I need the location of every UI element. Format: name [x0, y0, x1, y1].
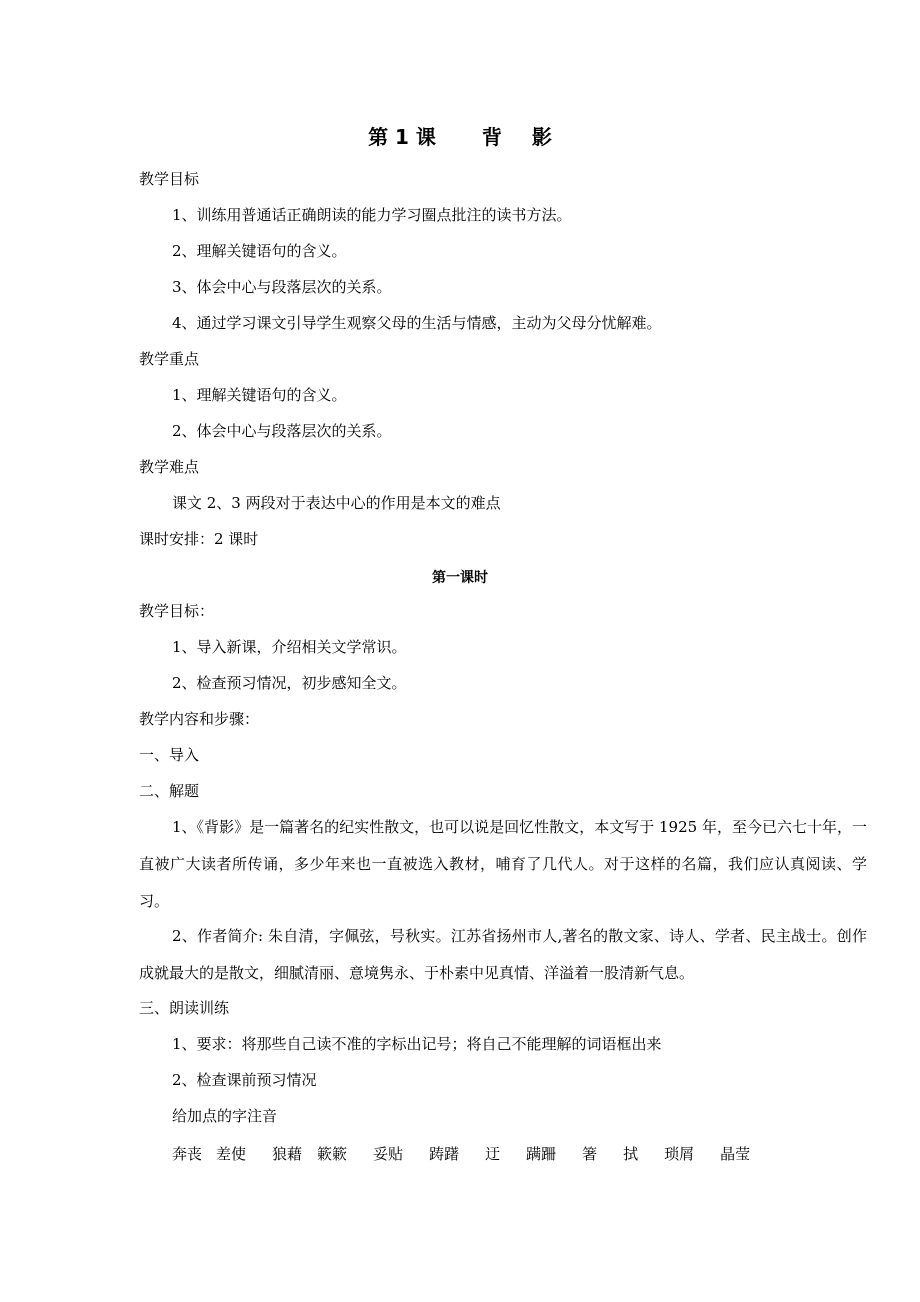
objective-item: 2、理解关键语句的含义。 — [172, 242, 347, 260]
vocab-word: 奔丧 — [172, 1145, 203, 1163]
key-point-item: 1、理解关键语句的含义。 — [172, 386, 347, 404]
period-objective-item: 1、导入新课，介绍相关文学常识。 — [172, 638, 407, 656]
vocab-word: 琐屑 — [664, 1145, 695, 1163]
reading-requirement: 1、要求：将那些自己读不准的字标出记号；将自己不能理解的词语框出来 — [172, 1035, 662, 1053]
vocab-word: 簌簌 — [317, 1145, 348, 1163]
objective-item: 1、训练用普通话正确朗读的能力学习圈点批注的读书方法。 — [172, 206, 572, 224]
step-intro: 一、导入 — [139, 746, 200, 764]
vocab-word: 晶莹 — [720, 1145, 751, 1163]
objective-item: 3、体会中心与段落层次的关系。 — [172, 278, 392, 296]
vocab-word: 差使 — [216, 1145, 247, 1163]
paragraph-author: 2、作者简介: 朱自清，字佩弦，号秋实。江苏省扬州市人,著名的散文家、诗人、学者、民主战士。创作成就最大的是散文，细腻清丽、意境隽永、于朴素中见真情、洋溢着一股清新气息。 — [139, 927, 867, 982]
vocab-word: 狼藉 — [272, 1145, 303, 1163]
vocab-word: 拭 — [623, 1145, 639, 1163]
step-title-analysis: 二、解题 — [139, 782, 200, 800]
phonetic-task: 给加点的字注音 — [172, 1107, 278, 1125]
objective-item: 4、通过学习课文引导学生观察父母的生活与情感，主动为父母分忧解难。 — [172, 314, 662, 332]
vocabulary-list — [172, 1144, 750, 1164]
period-objectives-heading: 教学目标： — [139, 602, 215, 620]
reading-check: 2、检查课前预习情况 — [172, 1071, 317, 1089]
vocab-word: 踌躇 — [429, 1145, 460, 1163]
difficult-heading: 教学难点 — [139, 458, 200, 476]
step-reading: 三、朗读训练 — [139, 999, 230, 1017]
schedule: 课时安排：2 课时 — [139, 530, 259, 548]
paragraph-background: 1、《背影》是一篇著名的纪实性散文，也可以说是回忆性散文，本文写于 1925 年，至今已六七十年，一直被广大读者所传诵，多少年来也一直被选入教材，哺育了几代人。对于这样的名篇，我们应认真阅读、学习。 — [139, 818, 867, 910]
key-points-heading: 教学重点 — [139, 350, 200, 368]
lesson-number: 第 1 课 — [368, 125, 436, 149]
title-char-1: 背 — [481, 125, 502, 149]
vocab-word: 蹒跚 — [526, 1145, 557, 1163]
vocab-word: 妥贴 — [373, 1145, 404, 1163]
title-char-2: 影 — [531, 125, 552, 149]
steps-heading: 教学内容和步骤： — [139, 710, 260, 728]
lesson-title — [0, 123, 920, 151]
vocab-word: 迂 — [485, 1145, 501, 1163]
difficult-point: 课文 2、3 两段对于表达中心的作用是本文的难点 — [172, 494, 501, 512]
period-objective-item: 2、检查预习情况，初步感知全文。 — [172, 674, 407, 692]
period-title: 第一课时 — [432, 570, 488, 586]
vocab-word: 箸 — [582, 1145, 598, 1163]
key-point-item: 2、体会中心与段落层次的关系。 — [172, 422, 392, 440]
objectives-heading: 教学目标 — [139, 170, 200, 188]
